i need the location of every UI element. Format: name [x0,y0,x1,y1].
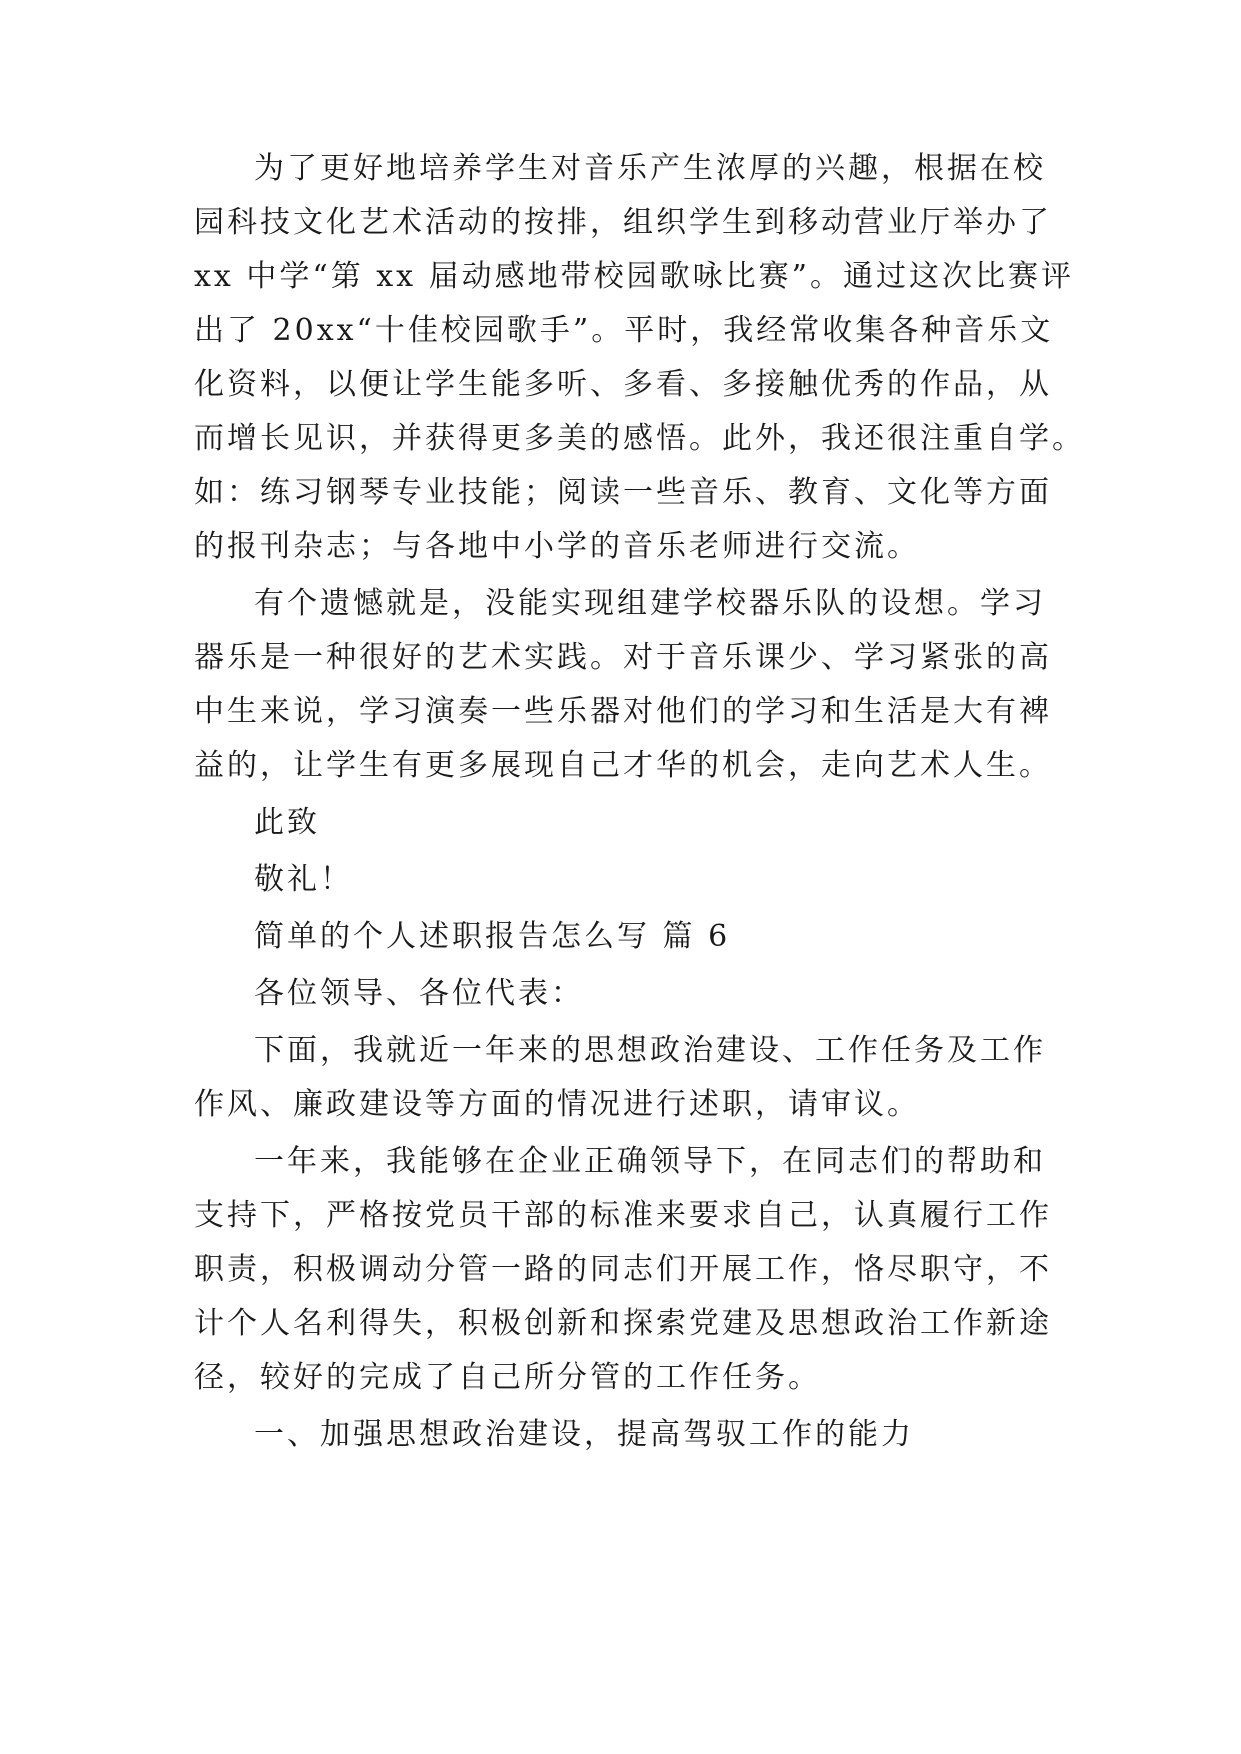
paragraph-3-line-1: 下面，我就近一年来的思想政治建设、工作任务及工作 [254,1033,1046,1068]
closing-salutation: 此致 [254,805,320,840]
closing-regards: 敬礼！ [254,862,353,897]
paragraph-1-line-3: xx 中学“第 xx 届动感地带校园歌咏比赛”。通过这次比赛评 [194,259,1074,294]
paragraph-2-line-1: 有个遗憾就是，没能实现组建学校器乐队的设想。学习 [254,586,1046,621]
paragraph-4-line-5: 径，较好的完成了自己所分管的工作任务。 [194,1360,821,1395]
paragraph-4-line-2: 支持下，严格按党员干部的标准来要求自己，认真履行工作 [194,1198,1052,1233]
paragraph-1-line-7: 如：练习钢琴专业技能；阅读一些音乐、教育、文化等方面 [194,475,1052,510]
paragraph-2-line-4: 益的，让学生有更多展现自己才华的机会，走向艺术人生。 [194,748,1052,783]
paragraph-1-line-5: 化资料，以便让学生能多听、多看、多接触优秀的作品，从 [194,367,1052,402]
paragraph-3-line-2: 作风、廉政建设等方面的情况进行述职，请审议。 [194,1087,920,1122]
paragraph-1-line-4: 出了 20xx“十佳校园歌手”。平时，我经常收集各种音乐文 [194,313,1054,348]
section-heading: 一、加强思想政治建设，提高驾驭工作的能力 [254,1417,914,1452]
paragraph-4-line-3: 职责，积极调动分管一路的同志们开展工作，恪尽职守，不 [194,1252,1052,1287]
section-title: 简单的个人述职报告怎么写 篇 6 [254,919,731,954]
paragraph-2-line-2: 器乐是一种很好的艺术实践。对于音乐课少、学习紧张的高 [194,640,1052,675]
paragraph-1-line-6: 而增长见识，并获得更多美的感悟。此外，我还很注重自学。 [194,421,1085,456]
paragraph-4-line-1: 一年来，我能够在企业正确领导下，在同志们的帮助和 [254,1144,1046,1179]
paragraph-2-line-3: 中生来说，学习演奏一些乐器对他们的学习和生活是大有裨 [194,694,1052,729]
greeting: 各位领导、各位代表： [254,976,584,1011]
paragraph-1-line-1: 为了更好地培养学生对音乐产生浓厚的兴趣，根据在校 [254,151,1046,186]
paragraph-1-line-8: 的报刊杂志；与各地中小学的音乐老师进行交流。 [194,529,920,564]
paragraph-1-line-2: 园科技文化艺术活动的按排，组织学生到移动营业厅举办了 [194,205,1052,240]
paragraph-4-line-4: 计个人名利得失，积极创新和探索党建及思想政治工作新途 [194,1306,1052,1341]
